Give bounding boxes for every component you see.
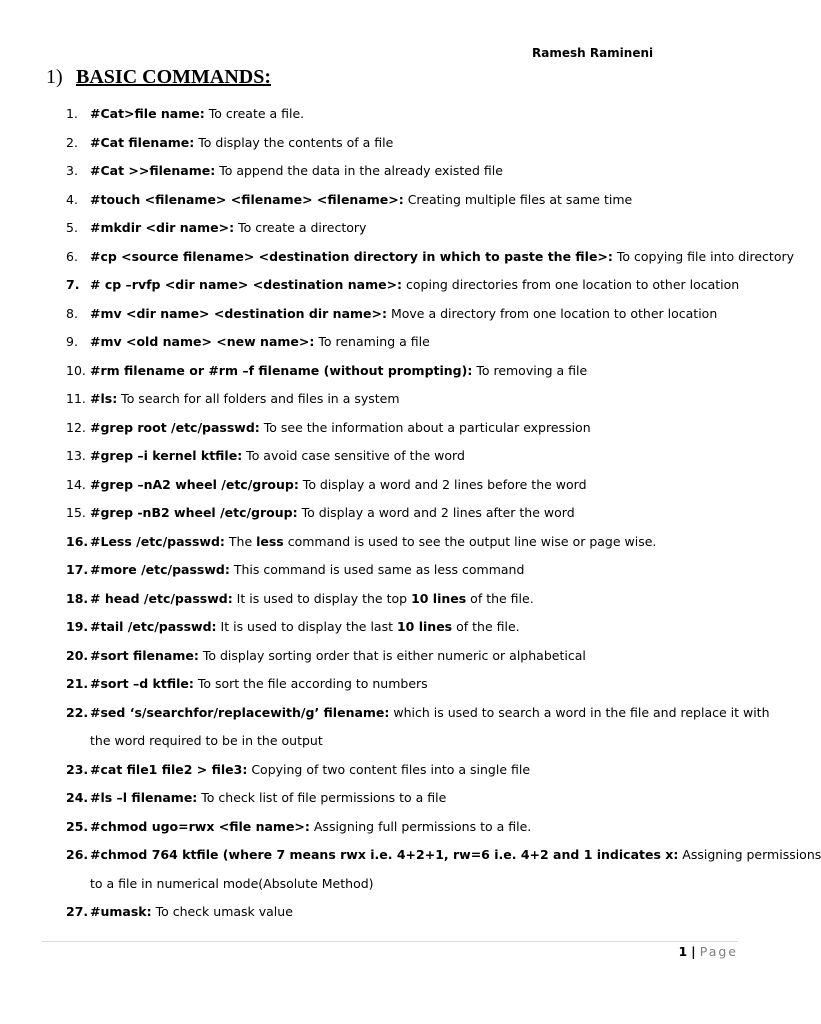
command-syntax: #umask: [90, 904, 152, 919]
command-item [0, 328, 768, 357]
command-item [0, 756, 768, 785]
command-syntax: #Less /etc/passwd: [90, 533, 225, 549]
command-item [0, 898, 768, 927]
item-number: 12. [66, 419, 86, 435]
command-item [0, 214, 768, 243]
command-description: Assigning permissions [678, 847, 821, 862]
item-line [0, 129, 768, 158]
command-item [0, 784, 768, 813]
item-line [0, 699, 768, 728]
item-line [0, 328, 768, 357]
item-line [0, 841, 821, 870]
item-line [0, 157, 768, 186]
item-line [0, 556, 768, 585]
command-item [0, 528, 768, 557]
command-syntax: #mkdir <dir name>: [90, 220, 235, 235]
item-number: 6. [66, 248, 78, 264]
item-line [0, 414, 768, 443]
command-description: To sort the file according to numbers [193, 676, 428, 691]
item-line [0, 243, 795, 272]
item-number: 8. [66, 305, 78, 321]
command-description-tail: of the file. [466, 590, 534, 606]
section-heading [46, 64, 271, 90]
item-line [0, 471, 768, 500]
command-description: To avoid case sensitive of the word [242, 448, 465, 463]
command-description: This command is used same as less command [229, 562, 525, 577]
item-number: 4. [66, 191, 78, 207]
item-number: 17. [66, 562, 89, 577]
item-number: 21. [66, 676, 89, 691]
command-description: To check umask value [151, 904, 293, 919]
item-number: 1. [66, 106, 78, 121]
command-description-tail: of the file. [452, 619, 520, 634]
item-line [0, 784, 768, 813]
command-syntax: #cp <source filename> <destination directory in which to paste the file>: [90, 248, 613, 264]
command-syntax: #sort –d ktfile: [90, 676, 194, 691]
command-item [0, 100, 768, 129]
page-label: Page [699, 944, 738, 959]
command-description: To see the information about a particular expression [259, 419, 591, 435]
command-syntax: #Cat>file name: [90, 106, 205, 121]
command-syntax: #grep root /etc/passwd: [90, 419, 260, 435]
command-syntax: #cat file1 file2 > file3: [90, 761, 248, 777]
item-number: 22. [66, 704, 89, 720]
item-number: 13. [66, 448, 86, 463]
command-item [0, 186, 768, 215]
command-item [0, 841, 821, 898]
command-syntax: # cp –rvfp <dir name> <destination name>: [90, 277, 403, 292]
item-line [0, 642, 768, 671]
command-item [0, 556, 768, 585]
item-line [0, 585, 768, 614]
author-name: Ramesh Ramineni [532, 46, 654, 60]
command-item [0, 157, 768, 186]
command-description: To display a word and 2 lines before the word [298, 476, 587, 492]
command-item [0, 300, 768, 329]
item-number: 14. [66, 476, 86, 492]
command-description: To renaming a file [314, 334, 430, 349]
item-number: 16. [66, 533, 89, 549]
item-number: 10. [66, 362, 86, 378]
item-number: 18. [66, 590, 89, 606]
command-item [0, 813, 768, 842]
item-number: 25. [66, 818, 89, 834]
command-description-continued: to a file in numerical mode(Absolute Method) [90, 875, 374, 891]
command-syntax: #Cat >>filename: [90, 163, 216, 178]
command-description: To search for all folders and files in a system [117, 391, 400, 406]
command-description: To display a word and 2 lines after the word [297, 505, 575, 520]
command-description: To display sorting order that is either numeric or alphabetical [198, 647, 586, 663]
command-item [0, 442, 768, 471]
item-line [0, 613, 768, 642]
item-number: 15. [66, 505, 86, 520]
command-description: To removing a file [472, 362, 588, 378]
command-item [0, 271, 768, 300]
command-list [0, 100, 821, 927]
command-description: The [224, 533, 257, 549]
command-description: Move a directory from one location to other location [386, 305, 718, 321]
item-line [0, 670, 768, 699]
item-number: 19. [66, 619, 89, 634]
command-syntax: # head /etc/passwd: [90, 590, 233, 606]
command-syntax: #chmod 764 ktfile (where 7 means rwx i.e. 4+2+1, rw=6 i.e. 4+2 and 1 indicates x: [90, 847, 679, 862]
command-syntax: #Cat filename: [90, 134, 195, 150]
command-syntax: #more /etc/passwd: [90, 562, 230, 577]
item-number: 2. [66, 134, 78, 150]
page-number: 1 [678, 944, 688, 959]
command-description: which is used to search a word in the file and replace it with [389, 704, 770, 720]
item-line [0, 271, 768, 300]
command-item [0, 414, 768, 443]
command-description: coping directories from one location to other location [402, 277, 740, 292]
emphasized-term: 10 lines [396, 619, 453, 634]
command-description: To copying file into directory [612, 248, 795, 264]
command-description: Creating multiple files at same time [403, 191, 633, 207]
command-description: It is used to display the top [232, 590, 412, 606]
section-title: BASIC COMMANDS: [76, 66, 271, 88]
command-description: To create a file. [204, 106, 305, 121]
item-number: 3. [66, 163, 78, 178]
item-line [0, 300, 768, 329]
command-item [0, 670, 768, 699]
emphasized-term: less [256, 533, 284, 549]
item-line [0, 214, 768, 243]
command-item [0, 613, 768, 642]
command-description: It is used to display the last [216, 619, 397, 634]
item-number: 5. [66, 220, 78, 235]
item-line [0, 186, 768, 215]
command-syntax: #tail /etc/passwd: [90, 619, 217, 634]
item-number: 9. [66, 334, 78, 349]
command-syntax: #mv <old name> <new name>: [90, 334, 315, 349]
footer-divider [42, 941, 738, 942]
command-item [0, 585, 768, 614]
item-number: 20. [66, 647, 89, 663]
command-description: Assigning full permissions to a file. [309, 818, 532, 834]
command-item [0, 357, 768, 386]
item-line [0, 898, 768, 927]
command-item [0, 699, 768, 756]
command-syntax: #ls –l filename: [90, 790, 198, 805]
section-number: 1) [46, 66, 63, 88]
item-line [0, 756, 768, 785]
command-syntax: #ls: [90, 391, 118, 406]
command-syntax: #mv <dir name> <destination dir name>: [90, 305, 387, 321]
item-line [0, 385, 768, 414]
item-number: 7. [66, 277, 80, 292]
command-item [0, 129, 768, 158]
command-syntax: #sort filename: [90, 647, 199, 663]
command-syntax: #grep -nB2 wheel /etc/group: [90, 505, 298, 520]
item-line [0, 442, 768, 471]
command-syntax: #sed ‘s/searchfor/replacewith/g’ filename: [90, 704, 390, 720]
command-description: To display the contents of a file [194, 134, 394, 150]
emphasized-term: 10 lines [411, 590, 467, 606]
command-syntax: #grep –i kernel ktfile: [90, 448, 243, 463]
command-syntax: #rm filename or #rm –f filename (without prompting): [90, 362, 473, 378]
command-description: Copying of two content files into a single file [247, 761, 531, 777]
item-line [0, 813, 768, 842]
command-description: To create a directory [234, 220, 367, 235]
item-number: 11. [66, 391, 86, 406]
command-item [0, 471, 768, 500]
item-number: 24. [66, 790, 89, 805]
command-syntax: #grep –nA2 wheel /etc/group: [90, 476, 299, 492]
item-number: 26. [66, 847, 89, 862]
command-item [0, 499, 768, 528]
page-footer [678, 944, 738, 959]
command-description-tail: command is used to see the output line wise or page wise. [283, 533, 657, 549]
command-item [0, 642, 768, 671]
command-item [0, 385, 768, 414]
item-line [0, 357, 768, 386]
command-syntax: #touch <filename> <filename> <filename>: [90, 191, 404, 207]
item-line [0, 100, 768, 129]
item-number: 27. [66, 904, 89, 919]
command-item [0, 243, 795, 272]
command-description: To check list of file permissions to a file [197, 790, 447, 805]
page-separator: | [691, 944, 696, 959]
item-line [0, 528, 768, 557]
command-syntax: #chmod ugo=rwx <file name>: [90, 818, 310, 834]
item-line [0, 499, 768, 528]
item-number: 23. [66, 761, 89, 777]
command-description-continued: the word required to be in the output [90, 733, 323, 748]
command-description: To append the data in the already existed file [215, 163, 503, 178]
